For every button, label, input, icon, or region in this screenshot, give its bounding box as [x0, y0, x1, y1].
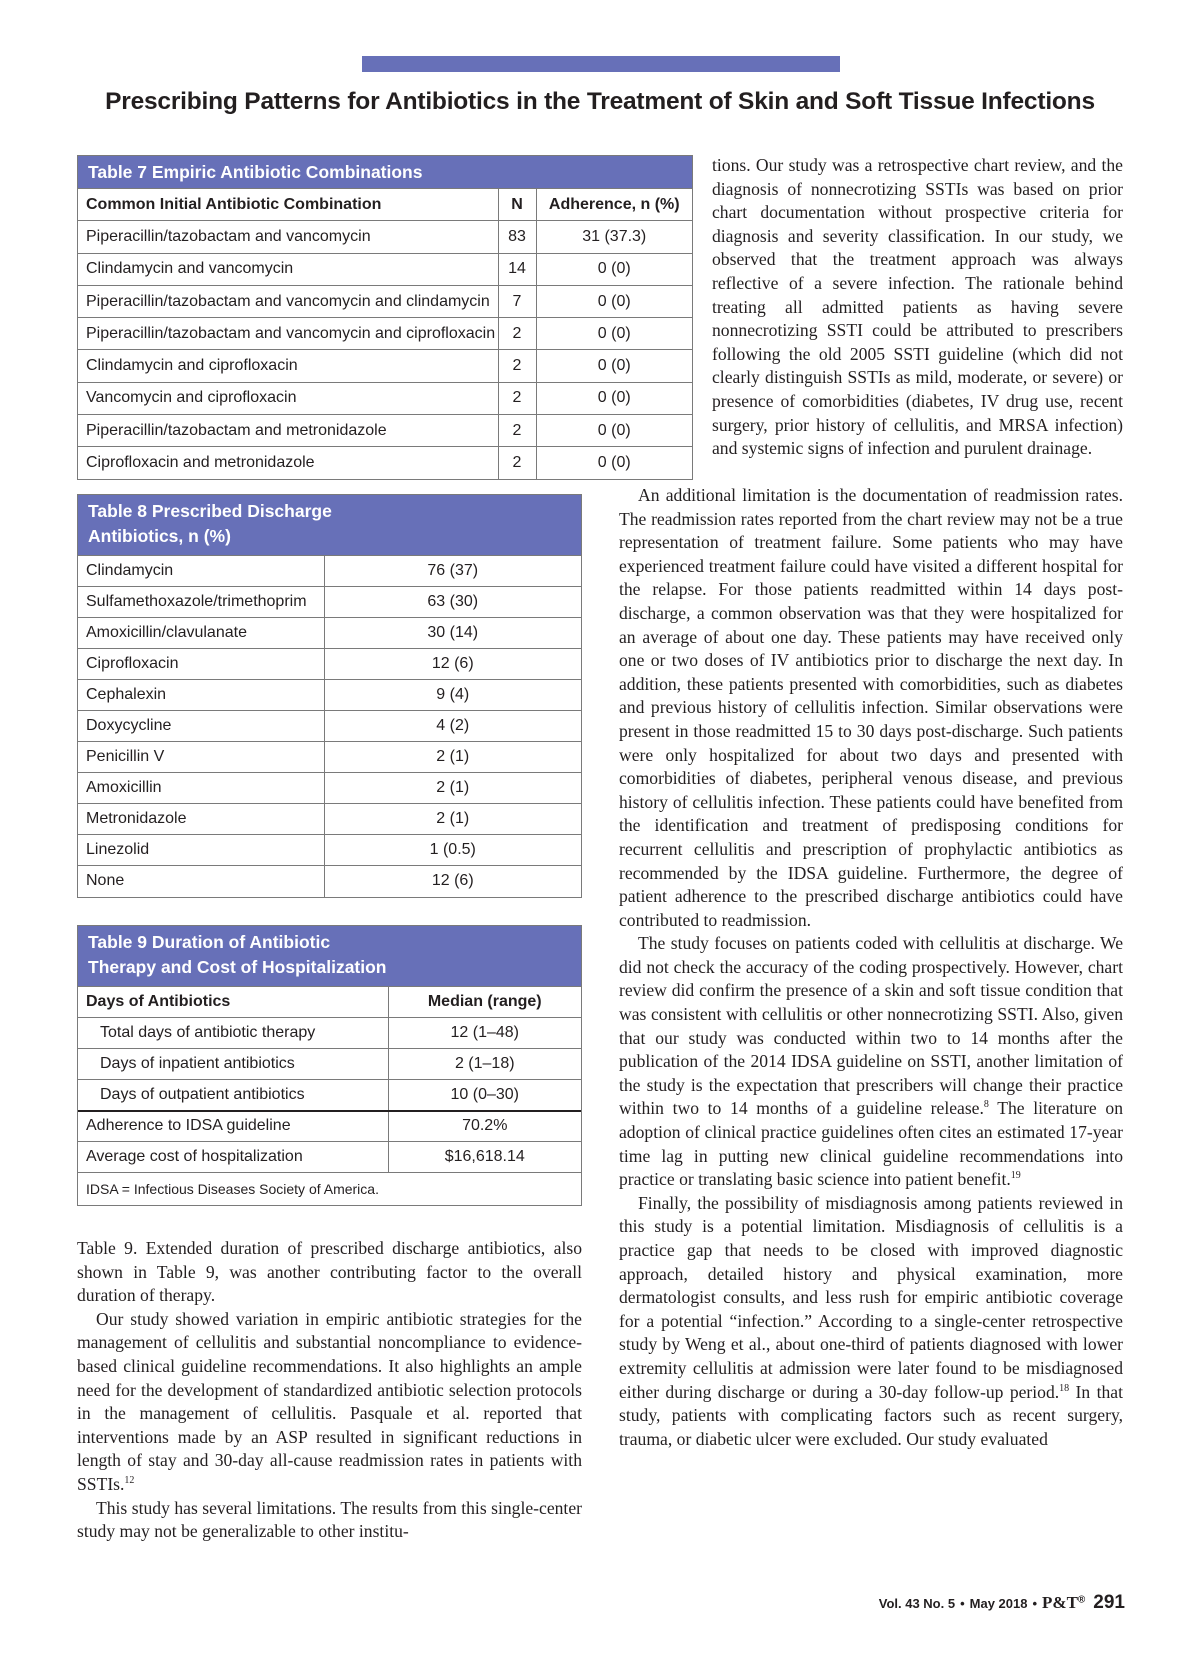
- table-cell: Ciprofloxacin: [78, 649, 324, 680]
- table-8-title-line: Antibiotics, n (%): [88, 526, 231, 546]
- table-8-title-line: Table 8 Prescribed Discharge: [88, 501, 332, 521]
- table-cell: 0 (0): [536, 253, 692, 285]
- table-cell: 0 (0): [536, 415, 692, 447]
- column-header: Common Initial Antibiotic Combination: [78, 189, 498, 221]
- table-cell: Ciprofloxacin and metronidazole: [78, 447, 498, 479]
- table-row: [78, 835, 581, 866]
- table-9-title-line: Therapy and Cost of Hospitalization: [88, 957, 387, 977]
- table-row: [78, 447, 692, 479]
- table-footnote-row: [78, 1173, 581, 1205]
- table-cell: 0 (0): [536, 350, 692, 382]
- citation: 18: [1059, 1382, 1070, 1394]
- table-cell: Piperacillin/tazobactam and metronidazole: [78, 415, 498, 447]
- table-cell: 1 (0.5): [324, 835, 581, 866]
- table-cell: Clindamycin and vancomycin: [78, 253, 498, 285]
- table-row: [78, 382, 692, 414]
- table-cell: Metronidazole: [78, 804, 324, 835]
- table-cell: 0 (0): [536, 382, 692, 414]
- table-cell: 2: [498, 382, 536, 414]
- header-accent-bar: [362, 56, 840, 72]
- table-row: [78, 1080, 581, 1111]
- table-cell: 30 (14): [324, 618, 581, 649]
- table-cell: Total days of antibiotic therapy: [78, 1018, 388, 1049]
- table-cell: Linezolid: [78, 835, 324, 866]
- table-cell: 10 (0–30): [388, 1080, 581, 1111]
- table-row: [78, 318, 692, 350]
- table-row: [78, 649, 581, 680]
- table-row: [78, 1142, 581, 1173]
- table-cell: 2 (1): [324, 742, 581, 773]
- table-row: [78, 1049, 581, 1080]
- page-footer: [879, 1592, 1125, 1614]
- table-cell: 83: [498, 221, 536, 253]
- body-text-left: [77, 1237, 582, 1544]
- page-title: Prescribing Patterns for Antibiotics in the Treatment of Skin and Soft Tissue Infections: [105, 88, 1095, 115]
- table-cell: 12 (1–48): [388, 1018, 581, 1049]
- citation: 8: [983, 1099, 989, 1111]
- table-cell: Piperacillin/tazobactam and vancomycin: [78, 221, 498, 253]
- paragraph: [77, 1308, 582, 1497]
- table-cell: 0 (0): [536, 447, 692, 479]
- table-8-grid: [78, 555, 581, 897]
- table-cell: Piperacillin/tazobactam and vancomycin and clindamycin: [78, 285, 498, 317]
- table-7: [77, 155, 693, 480]
- table-cell: 2 (1): [324, 773, 581, 804]
- table-header-row: [78, 987, 581, 1018]
- table-cell: Doxycycline: [78, 711, 324, 742]
- table-row: [78, 221, 692, 253]
- table-cell: Adherence to IDSA guideline: [78, 1111, 388, 1142]
- text-run: In that study, patients with complicating factors such as recent surgery, trauma, or diabetic ulcer were excluded. Our study evaluated: [619, 1381, 1123, 1449]
- table-cell: 63 (30): [324, 587, 581, 618]
- footer-date: May 2018: [969, 1596, 1028, 1611]
- table-cell: Days of inpatient antibiotics: [78, 1049, 388, 1080]
- paragraph: This study has several limitations. The results from this single-center study may not be generalizable to other institu-: [77, 1497, 582, 1542]
- separator-dot: •: [960, 1596, 965, 1611]
- table-cell: 2: [498, 447, 536, 479]
- table-footnote: IDSA = Infectious Diseases Society of America.: [78, 1173, 581, 1205]
- table-row: [78, 1111, 581, 1142]
- table-8-title: [78, 495, 581, 555]
- table-9-title-line: Table 9 Duration of Antibiotic: [88, 932, 331, 952]
- paragraph: Table 9. Extended duration of prescribed discharge antibiotics, also shown in Table 9, was another contributing factor to the overall duration of therapy.: [77, 1238, 582, 1306]
- table-row: [78, 1018, 581, 1049]
- table-cell: Average cost of hospitalization: [78, 1142, 388, 1173]
- table-row: [78, 804, 581, 835]
- table-cell: 2 (1): [324, 804, 581, 835]
- table-cell: Vancomycin and ciprofloxacin: [78, 382, 498, 414]
- column-header: Days of Antibiotics: [78, 987, 388, 1018]
- table-cell: 2 (1–18): [388, 1049, 581, 1080]
- footer-volume: Vol. 43 No. 5: [878, 1596, 956, 1611]
- table-8: [77, 494, 582, 898]
- paragraph: [619, 932, 1123, 1192]
- text-run: Finally, the possibility of misdiagnosis among patients reviewed in this study is a potential limitation. Misdiagnosis of cellulitis is a practice gap that needs to be closed with improved diagnostic approach, detailed history and physical examination, more dermatologist consults, and less rush for empiric antibiotic coverage for a potential “infection.” According to a single-center retrospective study by Weng et al., about one-third of patients diagnosed with lower extremity cellulitis at admission were later found to be misdiagnosed either during discharge or during a 30-day follow-up period.: [619, 1192, 1123, 1402]
- table-row: [78, 866, 581, 897]
- body-text-right: [619, 484, 1123, 1451]
- page-number: 291: [1093, 1592, 1125, 1613]
- table-cell: 31 (37.3): [536, 221, 692, 253]
- table-row: [78, 711, 581, 742]
- table-cell: Penicillin V: [78, 742, 324, 773]
- table-9: [77, 925, 582, 1206]
- table-cell: None: [78, 866, 324, 897]
- table-row: [78, 556, 581, 587]
- table-cell: 0 (0): [536, 318, 692, 350]
- table-cell: 2: [498, 318, 536, 350]
- table-cell: Amoxicillin: [78, 773, 324, 804]
- body-text-right-top: [712, 154, 1123, 461]
- column-header: Adherence, n (%): [536, 189, 692, 221]
- table-cell: 12 (6): [324, 649, 581, 680]
- column-header: N: [498, 189, 536, 221]
- table-row: [78, 680, 581, 711]
- table-cell: 12 (6): [324, 866, 581, 897]
- table-row: [78, 415, 692, 447]
- table-cell: 7: [498, 285, 536, 317]
- table-cell: 0 (0): [536, 285, 692, 317]
- table-cell: Amoxicillin/clavulanate: [78, 618, 324, 649]
- table-row: [78, 253, 692, 285]
- table-header-row: [78, 189, 692, 221]
- citation: 19: [1010, 1170, 1021, 1182]
- table-row: [78, 350, 692, 382]
- paragraph: [619, 1192, 1123, 1452]
- table-cell: 14: [498, 253, 536, 285]
- table-cell: 9 (4): [324, 680, 581, 711]
- table-row: [78, 587, 581, 618]
- column-header: Median (range): [388, 987, 581, 1018]
- citation: 12: [124, 1475, 135, 1487]
- table-cell: Clindamycin and ciprofloxacin: [78, 350, 498, 382]
- table-row: [78, 742, 581, 773]
- table-7-title: Table 7 Empiric Antibiotic Combinations: [78, 156, 692, 188]
- table-9-title: [78, 926, 581, 986]
- table-row: [78, 773, 581, 804]
- journal-name: P&T: [1042, 1593, 1078, 1612]
- table-cell: Piperacillin/tazobactam and vancomycin and ciprofloxacin: [78, 318, 498, 350]
- table-cell: Sulfamethoxazole/trimethoprim: [78, 587, 324, 618]
- table-cell: Days of outpatient antibiotics: [78, 1080, 388, 1111]
- paragraph: An additional limitation is the documentation of readmission rates. The readmission rates reported from the chart review may not be a true representation of treatment failure. Some patients who may have experienced treatment failure could have visited a different hospital for the relapse. For those patients readmitted within 14 days post-discharge, a common observation was that they were hospitalized for an average of about one day. These patients may have received only one or two doses of IV antibiotics prior to discharge the next day. In addition, these patients presented with comorbidities, such as diabetes and previous history of cellulitis infection. Similar observations were present in those readmitted 15 to 30 days post-discharge. Such patients were only hospitalized for about two days and presented with comorbidities of diabetes, peripheral venous disease, and previous history of cellulitis infection. These patients could have benefited from the identification and treatment of predisposing conditions for recurrent cellulitis and prescription of prophylactic antibiotics as recommended by the IDSA guideline. Furthermore, the degree of patient adherence to the prescribed discharge antibiotics could have contributed to readmission.: [619, 485, 1123, 930]
- text-run: The study focuses on patients coded with cellulitis at discharge. We did not check the accuracy of the coding prospectively. However, chart review did confirm the presence of a skin and soft tissue condition that was consistent with cellulitis or other nonnecrotizing SSTI. Also, given that our study was conducted within two to 14 months after the publication of the 2014 IDSA guideline on SSTI, another limitation of the study is the expectation that prescribers will change their practice within two to 14 months of a guideline release.: [619, 933, 1123, 1119]
- table-7-grid: [78, 188, 692, 479]
- table-row: [78, 285, 692, 317]
- table-cell: Cephalexin: [78, 680, 324, 711]
- text-run: Our study showed variation in empiric antibiotic strategies for the management of cellulitis and substantial noncompliance to evidence-based clinical guideline recommendations. It also highlights an ample need for the development of standardized antibiotic selection protocols in the management of cellulitis. Pasquale et al. reported that interventions made by an ASP resulted in significant reductions in length of stay and 30-day all-cause readmission rates in patients with SSTIs.: [77, 1308, 582, 1494]
- table-row: [78, 618, 581, 649]
- table-cell: 2: [498, 415, 536, 447]
- paragraph: tions. Our study was a retrospective chart review, and the diagnosis of nonnecrotizing SSTIs was based on prior chart documentation without prospective criteria for diagnosis and severity classification. In our study, we observed that the treatment approach was always reflective of a severe infection. The rationale behind treating all admitted patients as having severe nonnecrotizing SSTI could be attributed to prescribers following the old 2005 SSTI guideline (which did not clearly distinguish SSTIs as mild, moderate, or severe) or presence of comorbidities (diabetes, IV drug use, recent surgery, prior history of cellulitis, and MRSA infection) and systemic signs of infection and purulent drainage.: [712, 155, 1123, 459]
- table-cell: Clindamycin: [78, 556, 324, 587]
- table-cell: 2: [498, 350, 536, 382]
- text-run: The literature on adoption of clinical practice guidelines often cites an estimated 17-year time lag in putting new clinical guideline recommendations into practice or translating basic science into patient benefit.: [619, 1098, 1123, 1190]
- registered-mark: ®: [1077, 1594, 1086, 1606]
- table-cell: $16,618.14: [388, 1142, 581, 1173]
- table-cell: 76 (37): [324, 556, 581, 587]
- table-cell: 70.2%: [388, 1111, 581, 1142]
- table-9-grid: [78, 986, 581, 1205]
- separator-dot: •: [1032, 1596, 1038, 1611]
- table-cell: 4 (2): [324, 711, 581, 742]
